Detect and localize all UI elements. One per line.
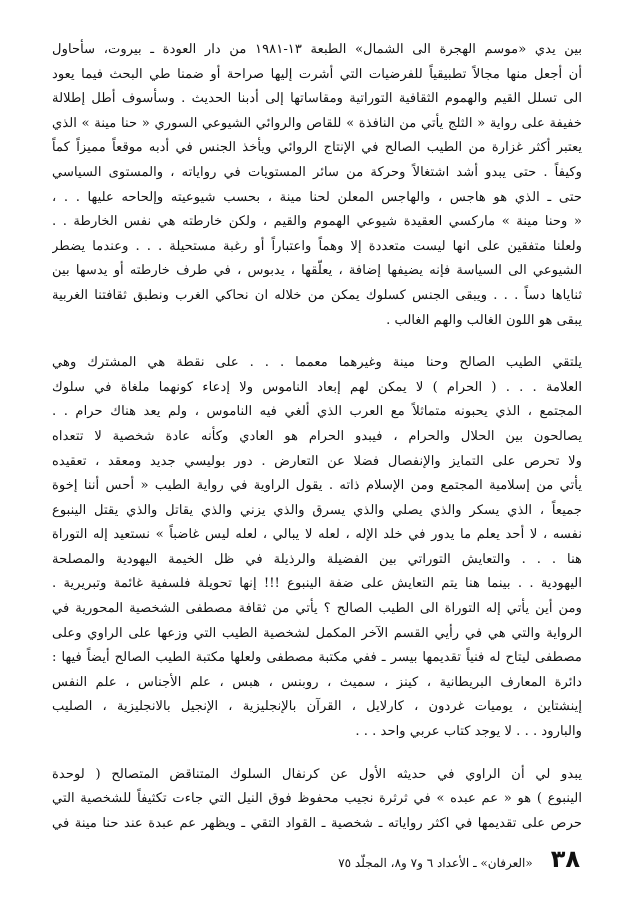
text-line: الرواية والتي هي في رأيي القسم الآخر المكمل لشخصية الطيب التي وزعها على الراوي وعلى bbox=[52, 625, 582, 641]
text-line: ومن أين يأتي إله التوراة الى الطيب الصالح ؟ يأتي من ثقافة مصطفى الشخصية المحورية في bbox=[52, 601, 582, 617]
text-line: يعتبر أكثر غزارة من الطيب الصالح في الإنتاج الروائي ويأخذ الجنس في أدبه موقعاً مميزاً كماً bbox=[52, 140, 582, 156]
text-line: مصطفى ليتاح له فنياً تقديمها بيسر ـ ففي مكتبة مصطفى ولعلها مكتبة الطيب الصالح أيضاً فيها : bbox=[52, 650, 582, 666]
text-line: اليهودية . . بينما هنا يتم التعايش على ضفة الينبوع !!! إنها تحويلة فلسفية غائمة وتبريرية . bbox=[52, 576, 582, 592]
text-line: يصالحون بين الحلال والحرام ، فيبدو الحرام هو العادي وكأنه عادة شخصية لا تتعداه bbox=[52, 428, 582, 444]
text-line: « وحنا مينة » ماركسي العقيدة شيوعي الهموم والقيم ، ولكن خارطته هي نفس الخارطة . . bbox=[52, 214, 582, 230]
journal-reference: «العرفان» ـ الأعداد ٦ و٧ و٨، المجلّد ٧٥ bbox=[338, 856, 533, 870]
page-body bbox=[52, 38, 582, 836]
text-line: يبقى هو اللون الغالب والهم الغالب . bbox=[386, 312, 582, 328]
text-line: هنا . . . والتعايش التوراتي بين الفضيلة والرذيلة في ظل الخيمة اليهودية والمصلحة bbox=[52, 551, 582, 567]
paragraph-2 bbox=[52, 351, 582, 745]
page-number: ٣٨ bbox=[550, 845, 580, 873]
text-line: ثناياها دساً . . . ويبقى الجنس كسلوك يمكن من خلاله ان نحاكي الغرب ونطبق ثقافتنا الغربية bbox=[52, 287, 582, 303]
text-line: يبدو لي أن الراوي في حديثه الأول عن كرنفال السلوك المتناقض المتصالح ( لوحدة bbox=[52, 766, 582, 782]
text-line: العلامة . . . ( الحرام ) لا يمكن لهم إبعاد الناموس ولا إدعاء كونهما ملغاة في سلوك bbox=[52, 379, 582, 395]
paragraph-3 bbox=[52, 763, 582, 837]
text-line: الشيوعي الى السياسة فإنه يضيفها إضافة ، يعلّقها ، يدبوس ، في طرف خارطته أو يدسها بين bbox=[52, 263, 582, 279]
text-line: والبارود . . . لا يوجد كتاب عربي واحد . . . bbox=[355, 724, 582, 740]
text-line: ولا تحرص على التمايز والإنفصال فضلا عن التعارض . دور بوليسي جديد ومعقد ، تعقيده bbox=[52, 453, 582, 469]
text-line: ولعلنا متفقين على انها ليست متعددة إلا وهماً واعتباراً أو رغبة مستحيلة . . . وعندما يضطر bbox=[52, 238, 582, 254]
text-line: دائرة المعارف البريطانية ، كينز ، سميث ، روبنس ، هبس ، علم الأجناس ، علم النفس bbox=[52, 674, 582, 690]
paragraph-spacer bbox=[52, 745, 582, 763]
text-line: يلتقي الطيب الصالح وحنا مينة وغيرهما معمما . . . على نقطة هي المشترك وهي bbox=[52, 355, 582, 371]
text-line: يأتي من إسلامية المجتمع ومن الإسلام ذاته . يقول الراوية في رواية الطيب « أحس أننا إخوة bbox=[52, 478, 582, 494]
text-line: الى تسلل القيم والهموم الثقافية التوراتية ومقاساتها إلى أدبنا الحديث . وسأسوف أطل إطلالة bbox=[52, 91, 582, 107]
text-line: حرص على تقديمها في اكثر رواياته ـ شخصية ـ القواد التقي ـ ويظهر عم عبدة عند حنا مينة في bbox=[52, 815, 582, 831]
text-line: المجتمع ، الذي يحبونه متماثلاً مع العرب الذي ألغي فيه الناموس ، ولم يعد هناك حرام . . bbox=[52, 404, 582, 420]
paragraph-1 bbox=[52, 38, 582, 333]
text-line: بين يدي «موسم الهجرة الى الشمال» الطبعة ١٣-١٩٨١ من دار العودة ـ بيروت، سأحاول bbox=[52, 42, 582, 57]
paragraph-spacer bbox=[52, 333, 582, 351]
text-line: حتى ـ الذي هو هاجس ، والهاجس المعلن لحنا مينة ، بحسب شيوعيته وإلحاحه عليها . . ، bbox=[52, 189, 582, 205]
text-line: أن أجعل منها مجالاً تطبيقياً للفرضيات التي أشرت إليها صراحة أو ضمنا طي البحث فيما يعود bbox=[52, 66, 582, 82]
text-line: الينبوع ) هو « عم عبده » في ثرثرة نجيب محفوظ فوق النيل التي جاءت تكثيفاً للشخصية التي bbox=[52, 791, 582, 807]
text-line: نفسه ، لا أحد يعلم ما يدور في خلد الإله ، لعله لا يبالي ، لعله ليس غاضباً » نستعيد إله التوراة bbox=[52, 527, 582, 543]
page-footer bbox=[58, 843, 580, 873]
text-line: خفيفة على رواية « الثلج يأتي من النافذة » للقاص والروائي الشيوعي السوري « حنا مينة » الذي bbox=[52, 115, 582, 131]
text-line: إينشتاين ، يوميات غردون ، كارلايل ، القرآن بالإنجليزية ، الإنجيل بالانجليزية ، الصليب bbox=[52, 699, 582, 715]
text-line: جميعاً ، الذي يسكر والذي يصلي والذي يسرق والذي يزني والذي يقاتل والذي يقتل الينبوع bbox=[52, 502, 582, 518]
text-line: وكيفاً . حتى يبدو أشد اشتغالاً وحركة من سائر المستويات في رواياته ، والمستوى السياسي bbox=[52, 164, 582, 180]
